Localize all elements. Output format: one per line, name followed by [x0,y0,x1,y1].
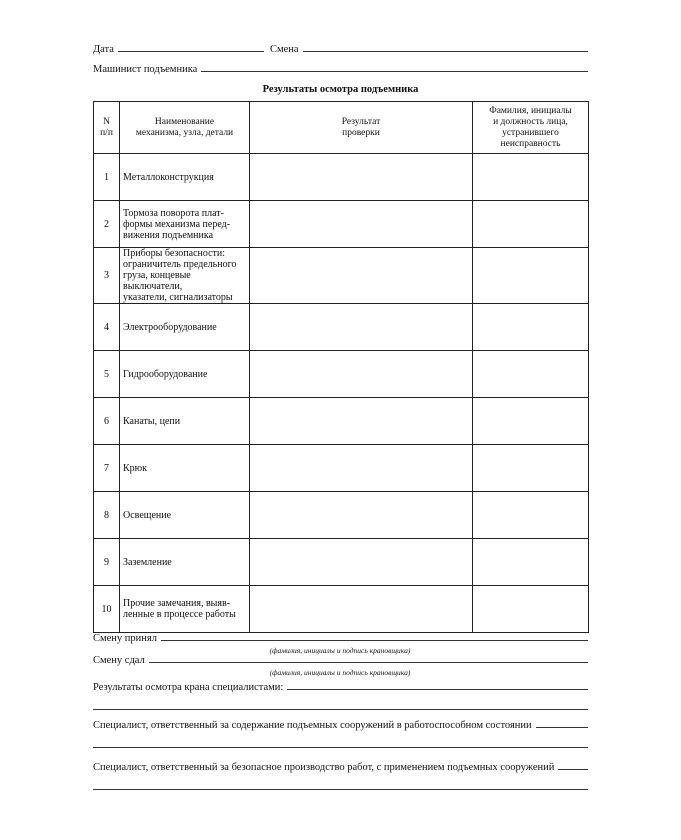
table-row [94,398,589,445]
row-item-name: Канаты, цепи [120,398,250,445]
shift-accepted-row [93,633,588,644]
row-responsible-cell[interactable] [473,154,589,201]
row-result-cell[interactable] [250,154,473,201]
operator-row [93,64,588,75]
row-result-cell[interactable] [250,201,473,248]
table-row [94,539,589,586]
row-item-name: Освещение [120,492,250,539]
row-number: 10 [94,586,120,633]
specialist-safety-extra-line[interactable] [93,789,588,790]
shift-field[interactable] [303,51,588,52]
row-item-name: Гидрооборудование [120,351,250,398]
table-row [94,248,589,304]
column-header-number: N п/п [94,102,120,154]
row-number: 8 [94,492,120,539]
row-responsible-cell[interactable] [473,201,589,248]
column-header-name: Наименование механизма, узла, детали [120,102,250,154]
row-result-cell[interactable] [250,586,473,633]
row-responsible-cell[interactable] [473,351,589,398]
row-item-name: Электрооборудование [120,304,250,351]
specialist-safety-label: Специалист, ответственный за безопасное производство работ, с применением подъемных сооружений [93,762,555,773]
row-item-name: Металлоконструкция [120,154,250,201]
date-field[interactable] [118,51,264,52]
table-row [94,445,589,492]
row-number: 2 [94,201,120,248]
row-responsible-cell[interactable] [473,248,589,304]
row-result-cell[interactable] [250,445,473,492]
row-responsible-cell[interactable] [473,539,589,586]
shift-label: Смена [269,44,299,55]
date-label: Дата [93,44,114,55]
specialist-safety-row [93,762,588,773]
row-item-name: Заземление [120,539,250,586]
row-result-cell[interactable] [250,304,473,351]
column-header-result: Результат проверки [250,102,473,154]
row-responsible-cell[interactable] [473,492,589,539]
table-row [94,154,589,201]
specialist-maintenance-extra-line[interactable] [93,747,588,748]
shift-accepted-field[interactable] [161,640,588,641]
shift-handed-caption: (фамилия, инициалы и подпись крановщика) [269,668,411,677]
row-number: 7 [94,445,120,492]
column-header-responsible: Фамилия, инициалы и должность лица, устранившего неисправность [473,102,589,154]
shift-accepted-caption: (фамилия, инициалы и подпись крановщика) [269,646,411,655]
row-responsible-cell[interactable] [473,398,589,445]
shift-handed-field[interactable] [149,662,588,663]
row-result-cell[interactable] [250,539,473,586]
table-row [94,492,589,539]
row-item-name: Крюк [120,445,250,492]
row-number: 3 [94,248,120,304]
row-number: 1 [94,154,120,201]
table-row [94,351,589,398]
specialists-label: Результаты осмотра крана специалистами: [93,682,284,693]
shift-handed-row [93,655,588,666]
specialist-maintenance-row [93,720,588,731]
row-number: 6 [94,398,120,445]
row-responsible-cell[interactable] [473,445,589,492]
row-result-cell[interactable] [250,351,473,398]
row-number: 9 [94,539,120,586]
specialist-safety-field[interactable] [558,769,588,770]
specialist-maintenance-label: Специалист, ответственный за содержание подъемных сооружений в работоспособном состоянии [93,720,532,731]
row-number: 4 [94,304,120,351]
specialist-maintenance-field[interactable] [536,727,588,728]
page-title: Результаты осмотра подъемника [262,84,419,95]
row-result-cell[interactable] [250,248,473,304]
row-result-cell[interactable] [250,398,473,445]
table-row [94,304,589,351]
specialists-row [93,682,588,693]
row-item-name: Прочие замечания, выяв- ленные в процессе работы [120,586,250,633]
shift-accepted-label: Смену принял [93,633,157,644]
operator-field[interactable] [201,71,588,72]
row-responsible-cell[interactable] [473,304,589,351]
table-row [94,201,589,248]
row-number: 5 [94,351,120,398]
row-item-name: Приборы безопасности: ограничитель предельного груза, концевые выключатели, указатели, сигнализаторы [120,248,250,304]
operator-label: Машинист подъемника [93,64,198,75]
row-item-name: Тормоза поворота плат- формы механизма перед- вижения подъемника [120,201,250,248]
specialists-extra-line[interactable] [93,709,588,710]
table-row [94,586,589,633]
specialists-field[interactable] [287,689,588,690]
row-responsible-cell[interactable] [473,586,589,633]
shift-handed-label: Смену сдал [93,655,145,666]
inspection-table [93,101,589,633]
date-shift-row [93,44,588,55]
row-result-cell[interactable] [250,492,473,539]
